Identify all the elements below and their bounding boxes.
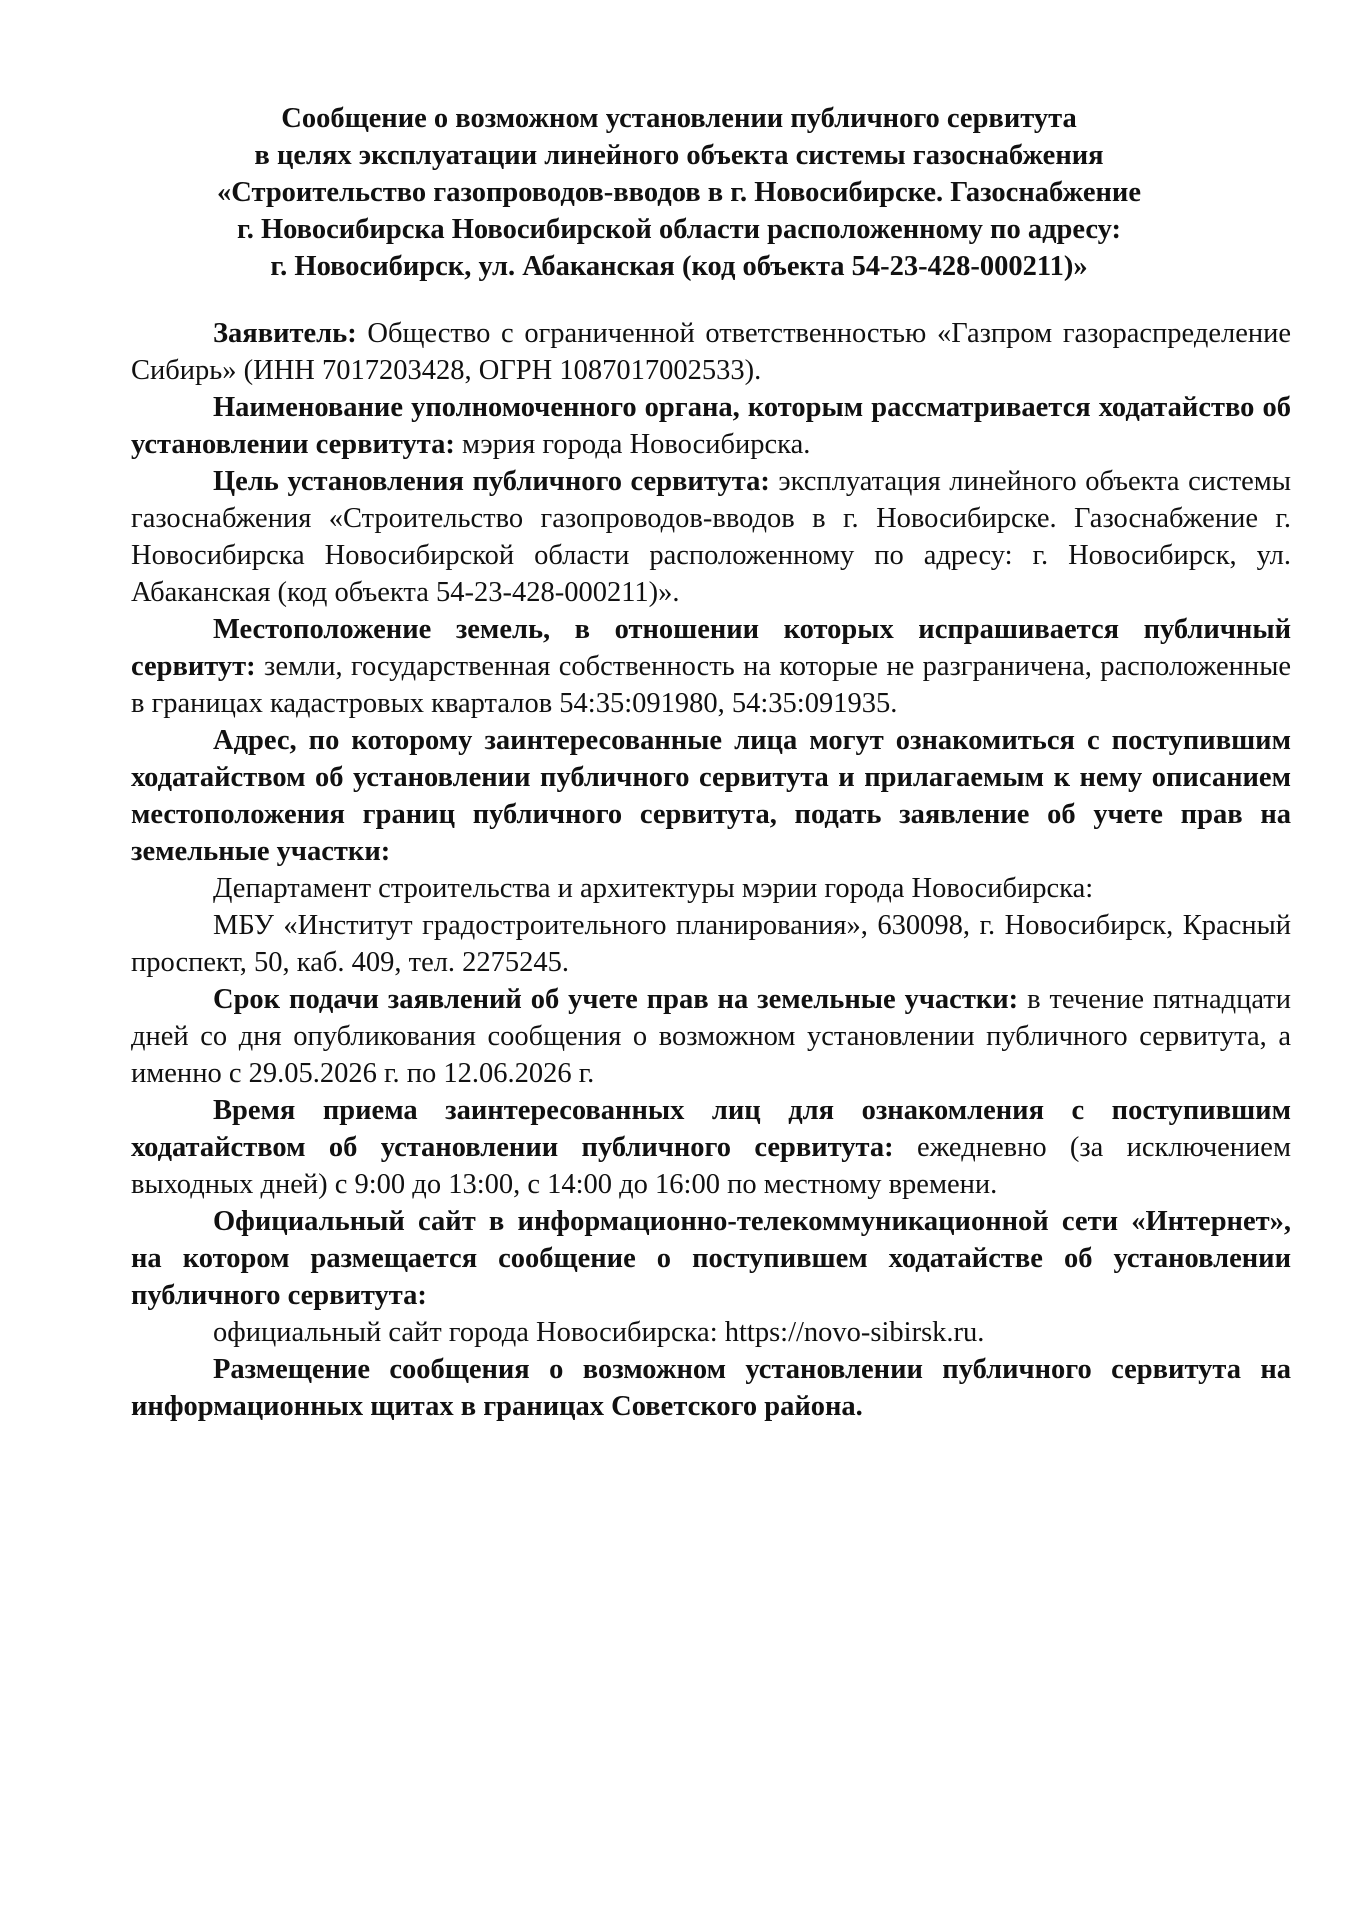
applicant-label: Заявитель: (213, 318, 357, 349)
address-label: Адрес, по которому заинтересованные лица могут ознакомиться с поступившим ходатайством об установлении публичного сервитута и прилагаемым к нему описанием местоположения границ публичного сервитута, подать заявление об учете прав на земельные участки: (131, 725, 1291, 867)
deadline-text: в течение пятнадцати дней со дня опубликования сообщения о возможном установлении публичного сервитута, а именно с 29.05.2026 г. по 12.06.2026 г. (131, 984, 1292, 1089)
applicant-text: Общество с ограниченной ответственностью «Газпром газораспределение Сибирь» (ИНН 7017203428, ОГРН 1087017002533). (131, 318, 1291, 386)
title-line: г. Новосибирск, ул. Абаканская (код объекта 54-23-428-000211)» (270, 251, 1088, 282)
location-text: земли, государственная собственность на которые не разграничена, расположенные в границах кадастровых кварталов 54:35:091980, 54:35:091935. (131, 651, 1291, 719)
placement-paragraph: Размещение сообщения о возможном установлении публичного сервитута на информационных щитах в границах Советского района. (131, 1354, 1291, 1422)
location-label: Местоположение земель, в отношении которых испрашивается публичный сервитут: (131, 614, 1291, 682)
reception-text: ежедневно (за исключением выходных дней) с 9:00 до 13:00, с 14:00 до 16:00 по местному времени. (131, 1132, 1291, 1200)
document-body (131, 315, 1291, 1425)
website-label: Официальный сайт в информационно-телекоммуникационной сети «Интернет», на котором размещается сообщение о поступившем ходатайстве об установлении публичного сервитута: (131, 1206, 1291, 1311)
title-line: Сообщение о возможном установлении публичного сервитута (281, 103, 1077, 134)
authority-paragraph (131, 389, 1291, 463)
purpose-label: Цель установления публичного сервитута: (213, 466, 770, 497)
deadline-paragraph (131, 981, 1291, 1092)
document-title (150, 100, 1208, 285)
purpose-text: эксплуатация линейного объекта системы газоснабжения «Строительство газопроводов-вводов в г. Новосибирске. Газоснабжение г. Новосибирска Новосибирской области расположенному по адресу: г. Новосибирск, ул. Абаканская (код объекта 54-23-428-000211)». (131, 466, 1291, 608)
address-department: Департамент строительства и архитектуры мэрии города Новосибирска: (213, 873, 1094, 904)
location-paragraph (131, 611, 1291, 722)
address-institute: МБУ «Институт градостроительного планирования», 630098, г. Новосибирск, Красный проспект, 50, каб. 409, тел. 2275245. (131, 910, 1291, 978)
title-line: г. Новосибирска Новосибирской области расположенному по адресу: (236, 214, 1121, 245)
authority-text: мэрия города Новосибирска. (454, 429, 811, 460)
authority-label: Наименование уполномоченного органа, которым рассматривается ходатайство об установлении сервитута: (131, 392, 1291, 460)
deadline-label: Срок подачи заявлений об учете прав на земельные участки: (213, 984, 1019, 1015)
website-text: официальный сайт города Новосибирска: https://novo-sibirsk.ru. (213, 1317, 985, 1348)
reception-paragraph (131, 1092, 1291, 1203)
title-line: в целях эксплуатации линейного объекта системы газоснабжения (254, 140, 1104, 171)
reception-label: Время приема заинтересованных лиц для ознакомления с поступившим ходатайством об установлении публичного сервитута: (131, 1095, 1291, 1163)
purpose-paragraph (131, 463, 1291, 611)
applicant-paragraph (131, 315, 1291, 389)
title-line: «Строительство газопроводов-вводов в г. Новосибирске. Газоснабжение (217, 177, 1141, 208)
